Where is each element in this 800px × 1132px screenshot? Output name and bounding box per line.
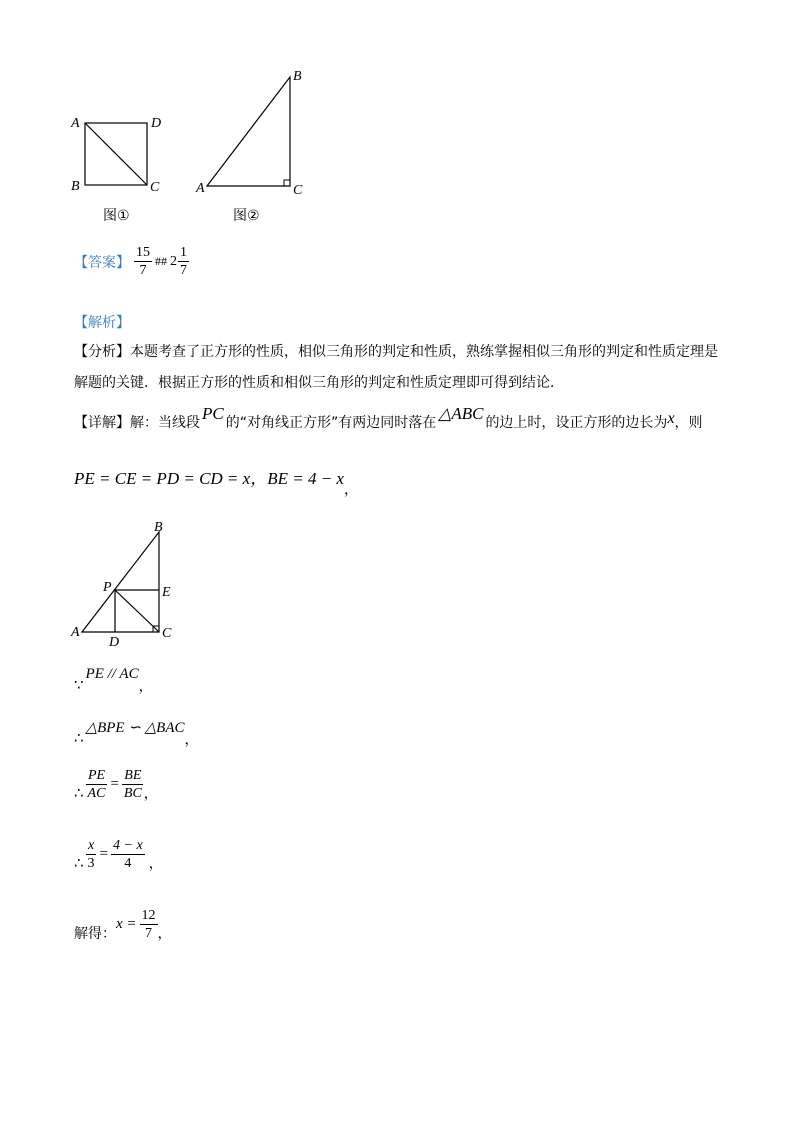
triangle-abc-symbol: △ABC [438, 404, 484, 423]
triangle-abc [82, 532, 159, 632]
label-c: C [150, 180, 160, 195]
label-a: A [196, 181, 205, 196]
answer-fraction [134, 245, 152, 279]
fraction-numerator: 4 − x [111, 838, 145, 855]
fraction-numerator: PE [86, 768, 107, 785]
label-a: A [71, 625, 80, 640]
step-5-lhs: x = [116, 916, 137, 933]
answer-line [74, 245, 189, 279]
fraction-denominator: 7 [139, 263, 147, 279]
mixed-fraction [178, 245, 189, 279]
therefore-symbol: ∴ [74, 853, 84, 872]
fraction-numerator: 12 [140, 908, 158, 925]
fraction-be-bc [122, 768, 144, 802]
fenxi-line-1 [74, 341, 718, 361]
fraction-12-7 [140, 908, 158, 942]
fraction-denominator: 3 [87, 856, 95, 872]
xiangjie-line [74, 404, 703, 432]
fraction-denominator: AC [87, 786, 106, 802]
label-d: D [109, 635, 120, 648]
label-b: B [71, 179, 80, 194]
right-angle-mark [284, 180, 290, 186]
label-a: A [71, 116, 80, 131]
equation-1-tail: ， [343, 482, 358, 498]
equals-sign: = [110, 776, 119, 793]
figure-3-triangle-with-square [70, 518, 185, 648]
label-e: E [162, 585, 171, 600]
step-5 [74, 908, 172, 942]
therefore-symbol: ∴ [74, 729, 84, 747]
label-b: B [154, 520, 163, 535]
step-1-expr: PE // AC [85, 666, 139, 682]
jiede-label: 解得： [74, 925, 116, 942]
analysis-tag: 【解析】 [74, 315, 130, 331]
label-d: D [151, 116, 162, 131]
equation-1-text: PE = CE = PD = CD = x，BE = 4 − x [74, 469, 344, 488]
step-4-tail: ， [148, 855, 163, 872]
therefore-symbol: ∴ [74, 783, 84, 802]
because-symbol: ∵ [74, 676, 84, 694]
fraction-numerator: BE [122, 768, 143, 785]
fenxi-tag: 【分析】 [74, 344, 130, 360]
segment-pc [115, 590, 159, 632]
label-c: C [293, 183, 303, 198]
var-x: x [667, 410, 675, 427]
figure-2-triangle [195, 65, 315, 200]
answer-tag: 【答案】 [74, 254, 130, 271]
xiangjie-text-a: 解：当线段 [130, 415, 200, 431]
diagonal-ac [85, 123, 147, 185]
fenxi-line-2: 解题的关键．根据正方形的性质和相似三角形的判定和性质定理即可得到结论． [74, 375, 564, 391]
step-5-tail: ， [157, 925, 172, 942]
step-2-tail: ， [184, 732, 199, 748]
step-3 [74, 768, 158, 802]
fraction-numerator: 1 [178, 245, 189, 262]
figure-2-caption: 图② [233, 208, 260, 224]
step-2-expr: △BPE ∽ △BAC [85, 720, 185, 736]
triangle-abc [207, 77, 290, 186]
step-1 [74, 666, 153, 696]
fraction-denominator: BC [123, 786, 142, 802]
label-c: C [162, 626, 172, 641]
step-3-tail: ， [143, 785, 158, 802]
fenxi-text-1: 本题考查了正方形的性质，相似三角形的判定和性质，熟练掌握相似三角形的判定和性质定理是 [130, 344, 718, 360]
fraction-denominator: 4 [124, 856, 132, 872]
step-1-tail: ， [138, 679, 153, 695]
fraction-x-3 [86, 838, 97, 872]
fraction-denominator: 7 [180, 263, 187, 279]
mixed-whole: 2 [170, 253, 177, 269]
segment-pc: PC [202, 404, 224, 423]
label-b: B [293, 69, 302, 84]
fraction-numerator: 15 [134, 245, 152, 262]
fraction-numerator: x [86, 838, 96, 855]
fraction-4-minus-x-4 [111, 838, 145, 872]
xiangjie-text-b: 的“对角线正方形”有两边同时落在 [225, 415, 437, 431]
answer-separator: ## [155, 254, 167, 269]
xiangjie-tag: 【详解】 [74, 415, 130, 431]
label-p: P [103, 580, 112, 595]
fraction-denominator: 7 [145, 926, 153, 942]
figure-1-caption: 图① [103, 208, 130, 224]
step-2 [74, 718, 199, 749]
equals-sign: = [99, 846, 109, 863]
equation-1 [74, 464, 358, 498]
xiangjie-text-d: ，则 [674, 415, 703, 431]
xiangjie-text-c: 的边上时，设正方形的边长为 [485, 415, 668, 431]
fraction-pe-ac [86, 768, 108, 802]
step-4 [74, 838, 163, 872]
